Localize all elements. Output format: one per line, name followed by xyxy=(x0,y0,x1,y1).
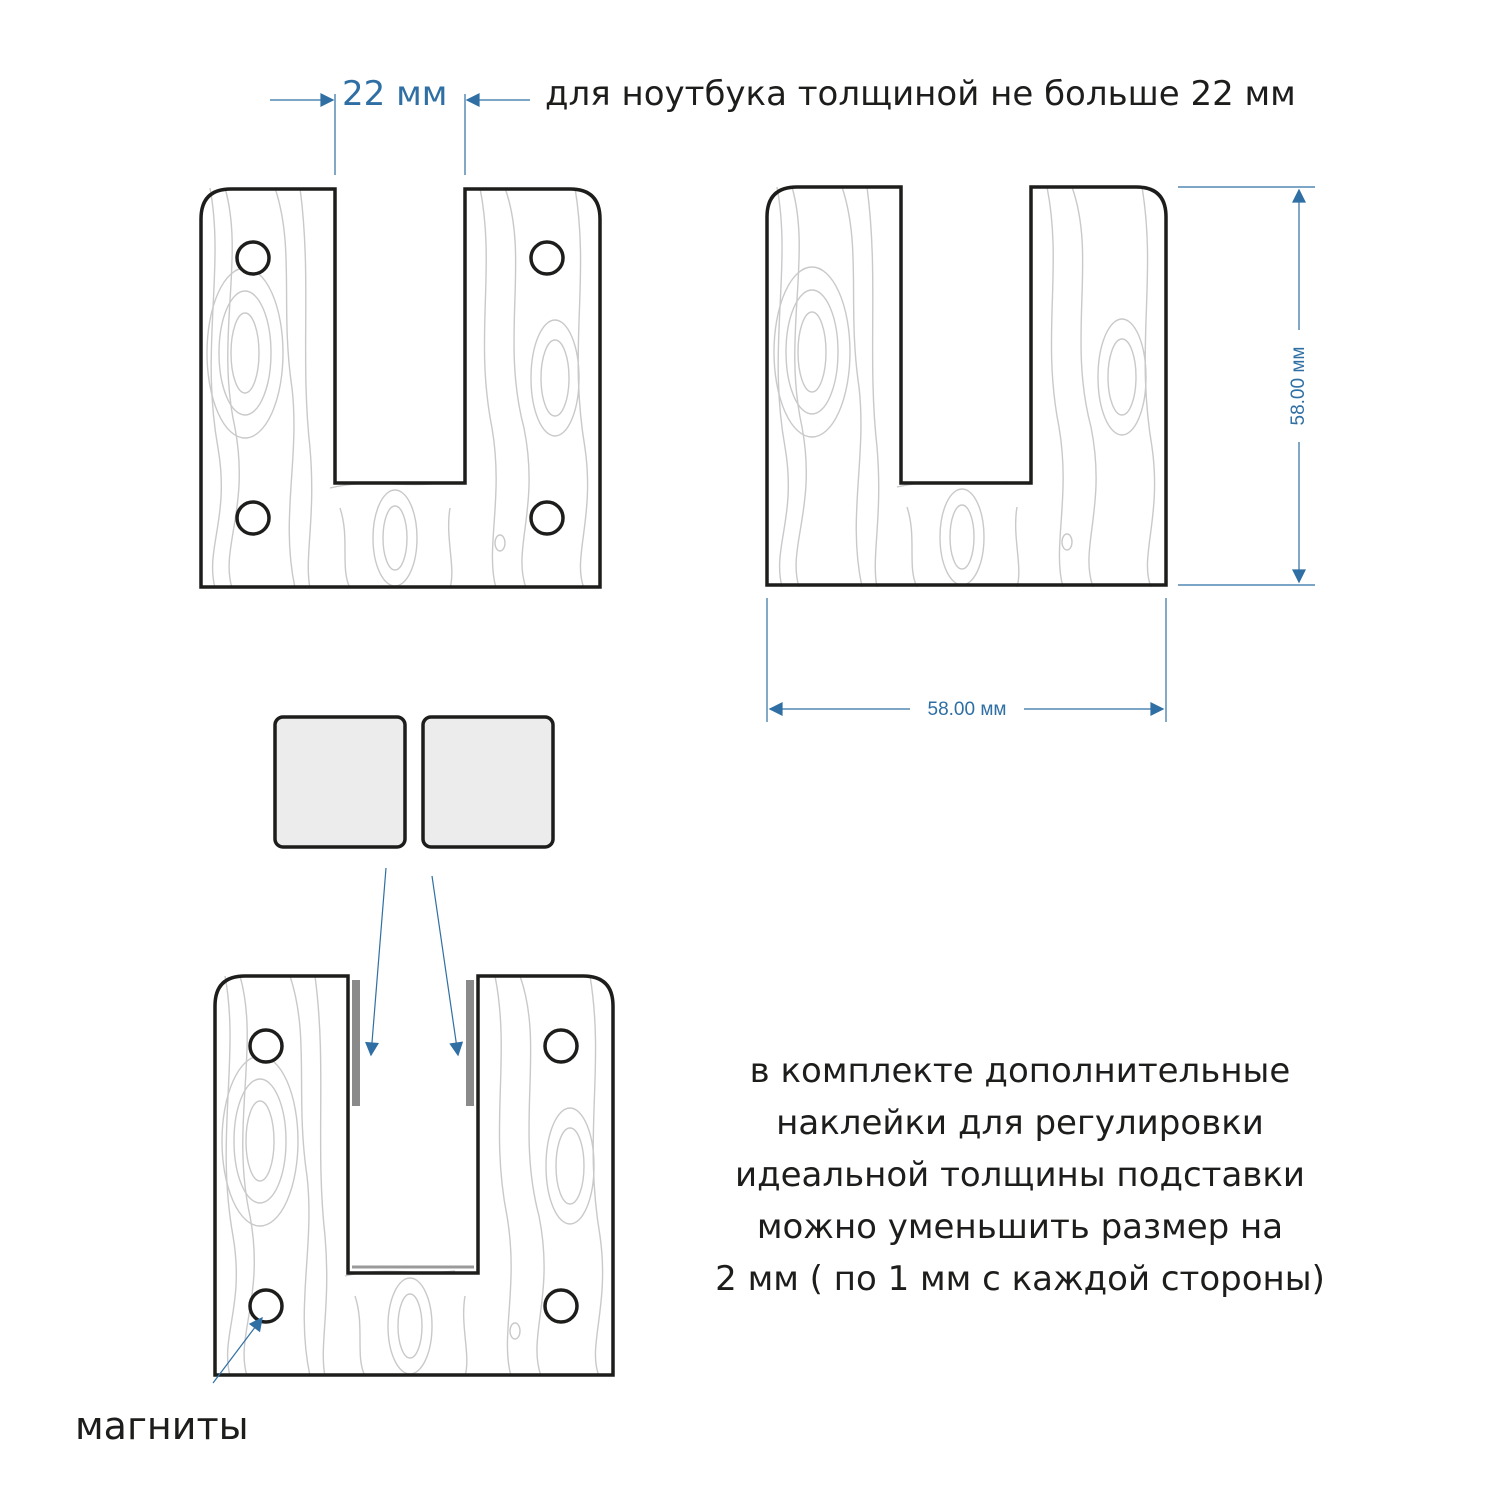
sticker-pad xyxy=(423,717,553,847)
magnet-hole xyxy=(250,1030,282,1062)
kit-note-line: можно уменьшить размер на xyxy=(756,1207,1284,1247)
bracket-dimensioned xyxy=(767,187,1166,587)
sticker-pad xyxy=(275,717,405,847)
kit-note-line: в комплекте дополнительные xyxy=(749,1051,1291,1091)
kit-note-line: наклейки для регулировки xyxy=(776,1103,1264,1143)
bracket-with-stickers xyxy=(215,976,613,1376)
magnet-hole xyxy=(531,242,563,274)
sticker-strip-right xyxy=(466,980,474,1106)
magnet-hole xyxy=(545,1030,577,1062)
magnet-hole xyxy=(250,1290,282,1322)
width-dimension xyxy=(767,598,1166,722)
sticker-arrows xyxy=(371,868,458,1055)
width-dim-label: 58.00 мм xyxy=(927,699,1007,721)
magnet-hole xyxy=(531,502,563,534)
magnets-label: магниты xyxy=(75,1404,249,1448)
bracket-outline xyxy=(767,187,1166,585)
magnet-hole xyxy=(545,1290,577,1322)
top-caption: для ноутбука толщиной не больше 22 мм xyxy=(545,74,1296,114)
magnet-hole xyxy=(237,242,269,274)
magnet-hole xyxy=(237,502,269,534)
height-dimension xyxy=(1178,187,1315,585)
sticker-strip-left xyxy=(352,980,360,1106)
sticker-pads xyxy=(275,717,553,847)
kit-note-line: 2 мм ( по 1 мм с каждой стороны) xyxy=(715,1259,1325,1299)
kit-note-line: идеальной толщины подставки xyxy=(735,1155,1305,1195)
kit-note xyxy=(670,1045,1370,1305)
bracket-with-magnets xyxy=(201,188,600,588)
gap-width-label: 22 мм xyxy=(342,74,448,114)
height-dim-label: 58.00 мм xyxy=(1288,346,1310,426)
